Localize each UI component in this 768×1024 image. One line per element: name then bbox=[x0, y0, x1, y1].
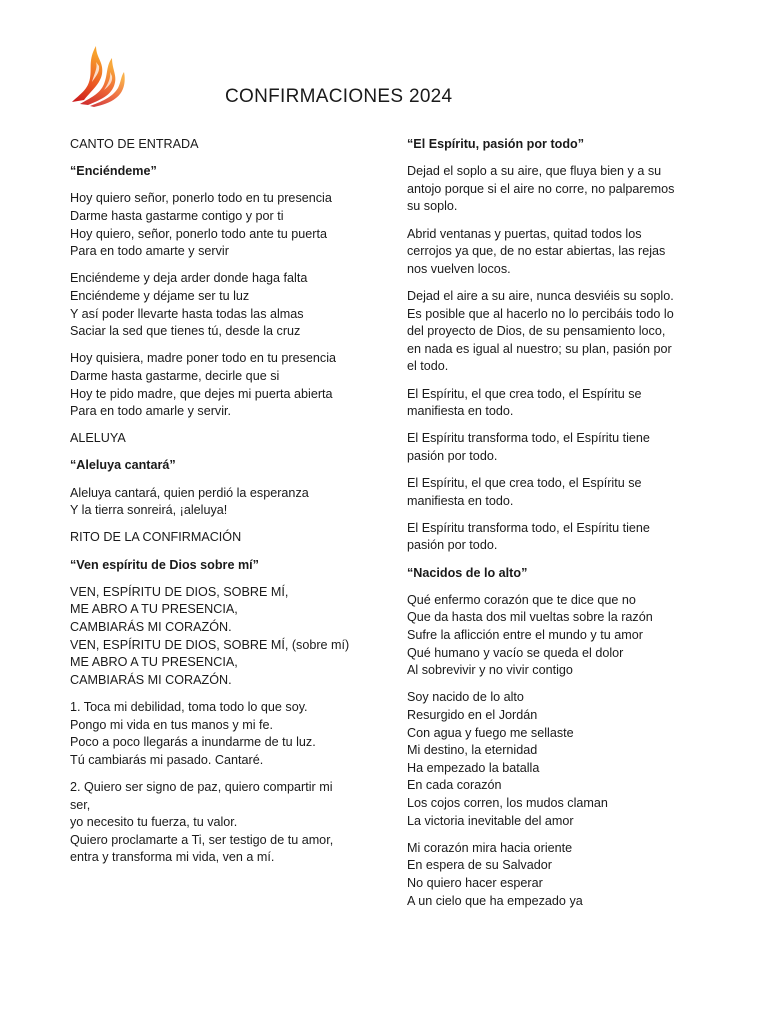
lyric-line: Saciar la sed que tienes tú, desde la cruz bbox=[70, 324, 301, 339]
lyric-line: VEN, ESPÍRITU DE DIOS, SOBRE MÍ, bbox=[70, 584, 289, 599]
lyric-line: yo necesito tu fuerza, tu valor. bbox=[70, 815, 238, 830]
lyric-line: Pongo mi vida en tus manos y mi fe. bbox=[70, 717, 273, 732]
section-canto-entrada: CANTO DE ENTRADA bbox=[70, 137, 199, 151]
lyric-line: Resurgido en el Jordán bbox=[407, 707, 538, 722]
page-title: CONFIRMACIONES 2024 bbox=[225, 86, 453, 107]
section-aleluya: ALELUYA bbox=[70, 431, 126, 446]
stanza bbox=[407, 840, 702, 910]
lyric-line: pasión por todo. bbox=[407, 448, 498, 463]
stanza bbox=[407, 226, 702, 279]
lyric-line: del proyecto de Dios, de su pensamiento loco, bbox=[407, 324, 666, 339]
song-title-nacidos: “Nacidos de lo alto” bbox=[407, 565, 528, 580]
lyric-line: ME ABRO A TU PRESENCIA, bbox=[70, 602, 238, 617]
lyric-line: Abrid ventanas y puertas, quitad todos los bbox=[407, 226, 642, 241]
lyric-line: 1. Toca mi debilidad, toma todo lo que soy. bbox=[70, 699, 308, 714]
lyric-line: entra y transforma mi vida, ven a mí. bbox=[70, 850, 275, 865]
lyric-line: Qué humano y vacío se queda el dolor bbox=[407, 645, 624, 660]
lyric-line: Poco a poco llegarás a inundarme de tu luz. bbox=[70, 735, 316, 750]
lyric-line: Mi destino, la eternidad bbox=[407, 743, 538, 758]
song-title-ven-espiritu: “Ven espíritu de Dios sobre mí” bbox=[70, 557, 259, 572]
lyric-line: En espera de su Salvador bbox=[407, 858, 552, 873]
lyric-line: Darme hasta gastarme, decirle que si bbox=[70, 368, 280, 383]
lyric-line: en nada es igual al nuestro; su plan, pasión por bbox=[407, 341, 672, 356]
lyric-line: antojo porque si el aire no corre, no palparemos bbox=[407, 181, 675, 196]
lyric-line: nos vuelven locos. bbox=[407, 261, 511, 276]
lyric-line: El Espíritu, el que crea todo, el Espíritu se bbox=[407, 386, 642, 401]
stanza bbox=[70, 350, 360, 420]
lyric-line: el todo. bbox=[407, 359, 449, 374]
stanza bbox=[407, 520, 702, 555]
lyric-line: Enciéndeme y déjame ser tu luz bbox=[70, 288, 250, 303]
lyric-line: Soy nacido de lo alto bbox=[407, 690, 524, 705]
lyric-line: pasión por todo. bbox=[407, 538, 498, 553]
stanza bbox=[407, 430, 702, 465]
lyric-line: A un cielo que ha empezado ya bbox=[407, 893, 583, 908]
left-column bbox=[70, 136, 360, 877]
lyric-line: Los cojos corren, los mudos claman bbox=[407, 795, 608, 810]
song-title-espiritu: “El Espíritu, pasión por todo” bbox=[407, 137, 585, 151]
stanza bbox=[407, 689, 702, 830]
lyric-line: Hoy quisiera, madre poner todo en tu presencia bbox=[70, 351, 337, 366]
lyric-line: manifiesta en todo. bbox=[407, 404, 514, 419]
lyric-line: Sufre la aflicción entre el mundo y tu amor bbox=[407, 628, 643, 642]
stanza bbox=[70, 485, 360, 520]
lyric-line: Ha empezado la batalla bbox=[407, 760, 540, 775]
lyric-line: La victoria inevitable del amor bbox=[407, 813, 574, 828]
lyric-line: 2. Quiero ser signo de paz, quiero compartir mi bbox=[70, 779, 333, 794]
lyric-line: Hoy te pido madre, que dejes mi puerta abierta bbox=[70, 386, 333, 401]
chorus bbox=[70, 584, 360, 690]
flame-icon bbox=[66, 42, 128, 108]
right-column bbox=[407, 136, 702, 920]
lyric-line: Qué enfermo corazón que te dice que no bbox=[407, 592, 636, 607]
lyric-line: Y así poder llevarte hasta todas las almas bbox=[70, 306, 304, 321]
lyric-line: Para en todo amarle y servir. bbox=[70, 404, 231, 419]
lyric-line: cerrojos ya que, de no estar abiertas, las rejas bbox=[407, 244, 666, 259]
stanza bbox=[70, 779, 360, 867]
stanza bbox=[70, 699, 360, 769]
stanza bbox=[407, 592, 702, 680]
lyric-line: Quiero proclamarte a Ti, ser testigo de tu amor, bbox=[70, 832, 334, 847]
lyric-line: Y la tierra sonreirá, ¡aleluya! bbox=[70, 503, 228, 518]
lyric-line: No quiero hacer esperar bbox=[407, 875, 543, 890]
song-title-aleluya: “Aleluya cantará” bbox=[70, 458, 176, 473]
stanza bbox=[407, 386, 702, 421]
lyric-line: VEN, ESPÍRITU DE DIOS, SOBRE MÍ, (sobre mí) bbox=[70, 637, 350, 652]
stanza bbox=[407, 288, 702, 376]
lyric-line: Para en todo amarte y servir bbox=[70, 244, 229, 259]
lyric-line: Al sobrevivir y no vivir contigo bbox=[407, 663, 573, 678]
lyric-line: manifiesta en todo. bbox=[407, 493, 514, 508]
lyric-line: Aleluya cantará, quien perdió la esperanza bbox=[70, 485, 309, 500]
song-title-enciendeme: “Enciéndeme” bbox=[70, 164, 157, 179]
stanza bbox=[70, 190, 360, 260]
lyric-line: Hoy quiero señor, ponerlo todo en tu presencia bbox=[70, 191, 332, 206]
lyric-line: El Espíritu, el que crea todo, el Espíritu se bbox=[407, 476, 642, 491]
lyric-line: Mi corazón mira hacia oriente bbox=[407, 840, 573, 855]
lyric-line: CAMBIARÁS MI CORAZÓN. bbox=[70, 672, 232, 687]
lyric-line: ser, bbox=[70, 797, 91, 812]
lyric-line: ME ABRO A TU PRESENCIA, bbox=[70, 655, 238, 670]
lyric-line: CAMBIARÁS MI CORAZÓN. bbox=[70, 620, 232, 634]
lyric-line: Es posible que al hacerlo no lo percibáis todo lo bbox=[407, 306, 674, 321]
stanza bbox=[407, 163, 702, 216]
lyric-line: su soplo. bbox=[407, 199, 458, 214]
stanza bbox=[70, 270, 360, 340]
flame-logo bbox=[66, 42, 128, 108]
lyric-line: Enciéndeme y deja arder donde haga falta bbox=[70, 271, 308, 286]
stanza bbox=[407, 475, 702, 510]
lyric-line: En cada corazón bbox=[407, 778, 502, 793]
lyric-line: Tú cambiarás mi pasado. Cantaré. bbox=[70, 752, 264, 767]
lyric-line: Dejad el soplo a su aire, que fluya bien y a su bbox=[407, 164, 662, 179]
lyric-line: Darme hasta gastarme contigo y por ti bbox=[70, 208, 284, 223]
section-rito: RITO DE LA CONFIRMACIÓN bbox=[70, 530, 242, 545]
lyric-line: Dejad el aire a su aire, nunca desviéis su soplo. bbox=[407, 288, 674, 303]
lyric-line: El Espíritu transforma todo, el Espíritu tiene bbox=[407, 431, 650, 446]
lyric-line: Con agua y fuego me sellaste bbox=[407, 725, 574, 740]
lyric-line: Hoy quiero, señor, ponerlo todo ante tu puerta bbox=[70, 226, 327, 241]
lyric-line: Que da hasta dos mil vueltas sobre la razón bbox=[407, 610, 653, 625]
lyric-line: El Espíritu transforma todo, el Espíritu tiene bbox=[407, 520, 650, 535]
